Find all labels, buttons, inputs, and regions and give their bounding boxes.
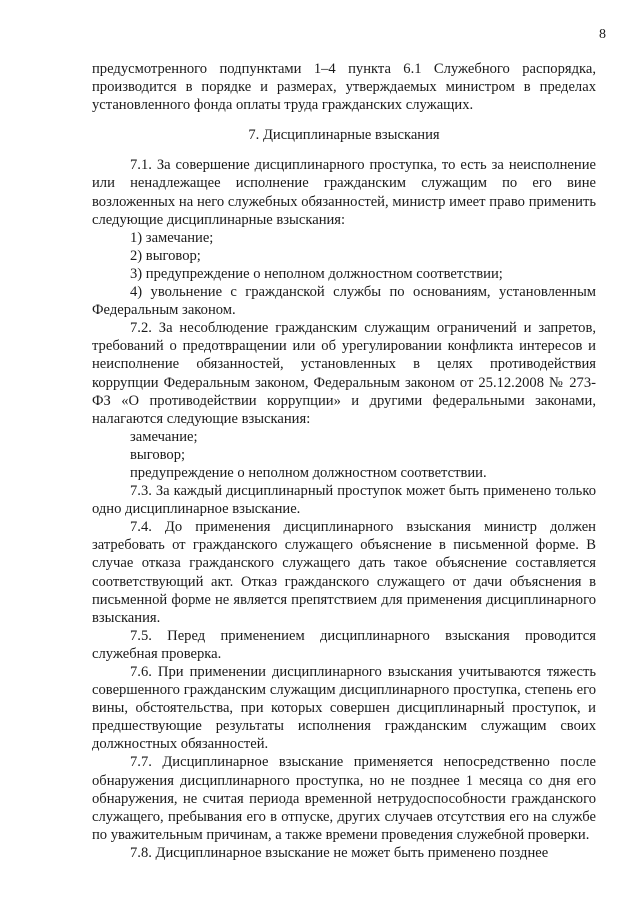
list-item-7-1-4: 4) увольнение с гражданской службы по основаниям, установленным Федеральным законом.: [92, 284, 596, 319]
paragraph-7-6: 7.6. При применении дисциплинарного взыскания учитываются тяжесть совершенного гражданским служащим дисциплинарного проступка, степень его вины, обстоятельства, при которых совершен дисциплинарный проступок, и предшествующие результаты исполнения гражданским служащим своих должностных обязанностей.: [92, 664, 596, 753]
paragraph-7-8: 7.8. Дисциплинарное взыскание не может быть применено позднее: [130, 844, 549, 861]
paragraph-7-5: 7.5. Перед применением дисциплинарного взыскания проводится служебная проверка.: [92, 627, 596, 662]
list-item-7-1-2: 2) выговор;: [130, 247, 201, 264]
paragraph-7-2: 7.2. За несоблюдение гражданским служащим ограничений и запретов, требований о предотвращении или об урегулировании конфликта интересов и неисполнение обязанностей, установленных в целях противодействия коррупции Федеральным законом, Федеральным законом от 25.12.2008 № 273-ФЗ «О противодействии коррупции» и другими федеральными законами, налагаются следующие взыскания:: [92, 320, 596, 427]
list-item-7-1-1: 1) замечание;: [130, 229, 214, 246]
section-heading: 7. Дисциплинарные взыскания: [248, 127, 440, 144]
list-item-7-2-3: предупреждение о неполном должностном соответствии.: [130, 464, 487, 481]
paragraph-7-4: 7.4. До применения дисциплинарного взыскания министр должен затребовать от гражданского служащего объяснение в письменной форме. В случае отказа гражданского служащего дать такое объяснение составляется соответствующий акт. Отказ гражданского служащего от дачи объяснения в письменной форме не является препятствием для применения дисциплинарного взыскания.: [92, 519, 596, 626]
paragraph-7-3: 7.3. За каждый дисциплинарный проступок может быть применено только одно дисциплинарное взыскание.: [92, 483, 596, 518]
page-number: 8: [599, 27, 606, 42]
document-body: [92, 60, 596, 862]
list-item-7-2-2: выговор;: [130, 446, 186, 463]
paragraph-7-7: 7.7. Дисциплинарное взыскание применяется непосредственно после обнаружения дисциплинарного проступка, но не позднее 1 месяца со дня его обнаружения, не считая периода временной нетрудоспособности гражданского служащего, пребывания его в отпуске, других случаев отсутствия его на службе по уважительным причинам, а также времени проведения служебной проверки.: [92, 754, 596, 843]
list-item-7-2-1: замечание;: [130, 428, 198, 445]
list-item-7-1-3: 3) предупреждение о неполном должностном соответствии;: [130, 265, 503, 282]
paragraph-7-1: 7.1. За совершение дисциплинарного проступка, то есть за неисполнение или ненадлежащее исполнение гражданским служащим по его вине возложенных на него служебных обязанностей, министр имеет право применить следующие дисциплинарные взыскания:: [92, 157, 596, 228]
intro-paragraph: предусмотренного подпунктами 1–4 пункта 6.1 Служебного распорядка, производится в порядке и размерах, утверждаемых министром в пределах установленного фонда оплаты труда гражданских служащих.: [92, 61, 596, 114]
